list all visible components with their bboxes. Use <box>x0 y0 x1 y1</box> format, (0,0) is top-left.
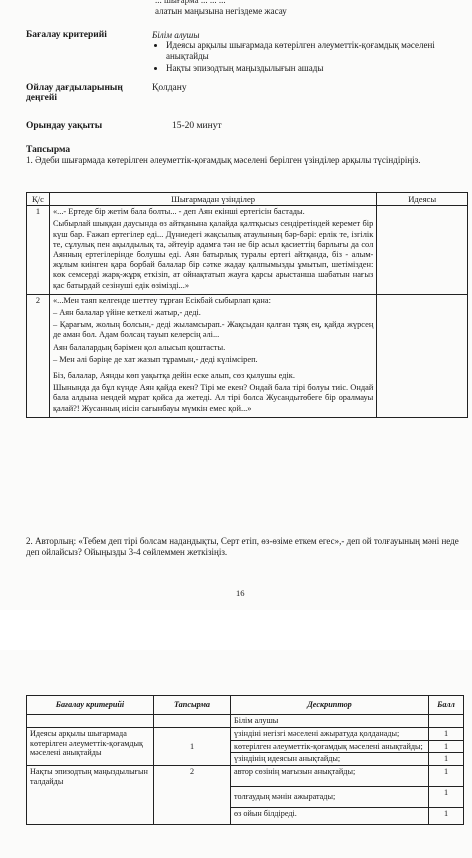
rubric-header-row <box>27 696 464 715</box>
page-number: 16 <box>236 588 245 598</box>
criteria-item: • Идеясы арқылы шығармада көтерілген әлеуметтік-қоғамдық мәселені анықтайды <box>166 40 452 62</box>
excerpt-paragraph: – Аян балалар үйіне кеткелі жатыр,- деді. <box>52 308 201 318</box>
descriptor-cell: үзіндіні негізгі мәселені ажыратуда қолданады; <box>231 727 429 740</box>
task-1-text: 1. Әдеби шығармада көтерілген әлеуметтік-қоғамдық мәселені берілген үзінділер арқылы түсіндіріңіз. <box>26 155 421 165</box>
column-header: Бағалау критерийі <box>27 696 154 715</box>
descriptor-cell: көтерілген әлеуметтік-қоғамдық мәселені анықтайды; <box>231 740 429 753</box>
excerpt-cell <box>49 206 376 295</box>
criterion-cell: Нақты эпизодтың маңыздылығын талдайды <box>27 766 154 825</box>
excerpt-paragraph: Сыбырлай шыққан даусында өз айтқанына қалайда қалтқысыз сендіретіндей керемет бір күш бар. Ғажап ертегілер еді... Дүниедегі жақсылық атаулының бәр-бәрі: ерлік те, ізгілік те, сұлулық пен ақылдылық та, әйтеуір адамға тән не бір асыл қасиеттің барлығы да сол Аянның ертегілерінде болушы еді. Аян батырлық туралы ертегі айтқанда, біз - алым-жұлым киінген қара борбай балалар бір сәтке жадау қалпымызды ұмытып, шетімізден: көк семсерді жарқ-жұрқ еткізіп, ат ойнақтатып жауға қарсы арыстанша шабатын нағыз қас батырдай сезінуші едік өзімізді...» <box>52 219 374 290</box>
points-cell: 1 <box>429 727 464 740</box>
excerpt-paragraph: – Мен әлі бәріңе де хат жазып тұрамын,- деді күлімсіреп. <box>52 354 258 364</box>
time-value: 15-20 минут <box>172 121 222 131</box>
excerpt-paragraph: «...Мен таяп келгенде шеттеу тұрған Есікбай сыбырлап қана: <box>52 295 271 305</box>
column-header: Дескриптор <box>231 696 429 715</box>
learner-label: Білім алушы <box>231 715 429 728</box>
column-header: Қ/с <box>27 193 50 206</box>
points-cell: 1 <box>429 753 464 766</box>
criteria-list <box>152 40 452 74</box>
column-header: Тапсырма <box>154 696 231 715</box>
thinking-value: Қолдану <box>152 83 187 93</box>
table-row <box>27 727 464 740</box>
points-cell: 1 <box>429 787 464 808</box>
table-row <box>27 294 468 417</box>
criteria-label: Бағалау критерийі <box>26 30 107 40</box>
row-number: 1 <box>27 206 50 295</box>
column-header: Шығармадан үзінділер <box>49 193 376 206</box>
column-header: Идеясы <box>377 193 468 206</box>
points-cell: 1 <box>429 766 464 787</box>
descriptor-cell: толғаудың мәнін ажыратады; <box>231 787 429 808</box>
thinking-row <box>26 83 466 107</box>
row-number: 2 <box>27 294 50 417</box>
excerpt-paragraph: Аян балалардың бәрімен қол алысып қоштасты. <box>52 342 226 352</box>
objective-line: алатын маңызына негіздеме жасау <box>155 6 287 16</box>
table-header-row <box>27 193 468 206</box>
descriptor-cell: өз ойын білдіреді. <box>231 808 429 825</box>
page-separator <box>0 610 472 650</box>
cut-line: ... шығарма ... ... ... <box>155 0 226 5</box>
idea-answer-cell[interactable] <box>377 294 468 417</box>
task-number: 2 <box>154 766 231 825</box>
descriptor-cell: автор сөзінің мағызын анықтайды; <box>231 766 429 787</box>
excerpt-cell <box>49 294 376 417</box>
task-heading: Тапсырма <box>26 145 71 155</box>
descriptor-cell: үзіндінің идеясын анықтайды; <box>231 753 429 766</box>
thinking-label: Ойлау дағдыларының деңгейі <box>26 83 123 103</box>
criteria-item: • Нақты эпизодтың маңыздылығын ашады <box>166 63 452 74</box>
table-row <box>27 766 464 787</box>
task-2-text: 2. Авторлың: «Тебем деп тірі болсам надандықты, Серт етіп, өз-өзіме еткем егес»,- деп ой толғауының мәні неде деп ойлайсыз? Ойыңызды 3-4 сөйлеммен жеткізіңіз. <box>26 536 459 557</box>
excerpt-paragraph: «...- Ертеде бір жетім бала болты... - деп Аян екінші ертегісін бастады. <box>52 207 305 217</box>
time-label: Орындау уақыты <box>26 121 103 131</box>
points-cell: 1 <box>429 808 464 825</box>
excerpt-paragraph: Шынында да бұл күнде Аян қайда екен? Тірі ме екен? Ондай бала тірі болуы тиіс. Ондай бала алдына нендей мұрат қойса да жетеді. Ал тірі болса Жусандытөбеге бір оралмауы қалай?! Жусанның иісін сағынбауы мүмкін емес қой...» <box>52 383 374 413</box>
criteria-row <box>26 30 466 76</box>
criteria-heading: Білім алушы <box>152 30 200 40</box>
excerpts-table <box>26 192 468 418</box>
excerpt-paragraph: – Қарағым, жолың болсын,- деді жыламсырап.- Жақсыдан қалған тұяқ ең, қайда жүрсең де аман бол. Адам болсаң тауып келерсің әлі... <box>52 320 374 340</box>
column-header: Балл <box>429 696 464 715</box>
table-row <box>27 715 464 728</box>
idea-answer-cell[interactable] <box>377 206 468 295</box>
excerpt-paragraph: Біз, балалар, Аянды көп уақытқа дейін еске алып, сөз қылушы едік. <box>52 371 295 381</box>
task-number: 1 <box>154 727 231 765</box>
rubric-table <box>26 695 464 825</box>
table-row <box>27 206 468 295</box>
criterion-cell: Идеясы арқылы шығармада көтерілген әлеуметтік-қоғамдық мәселені анықтайды <box>27 727 154 765</box>
points-cell: 1 <box>429 740 464 753</box>
